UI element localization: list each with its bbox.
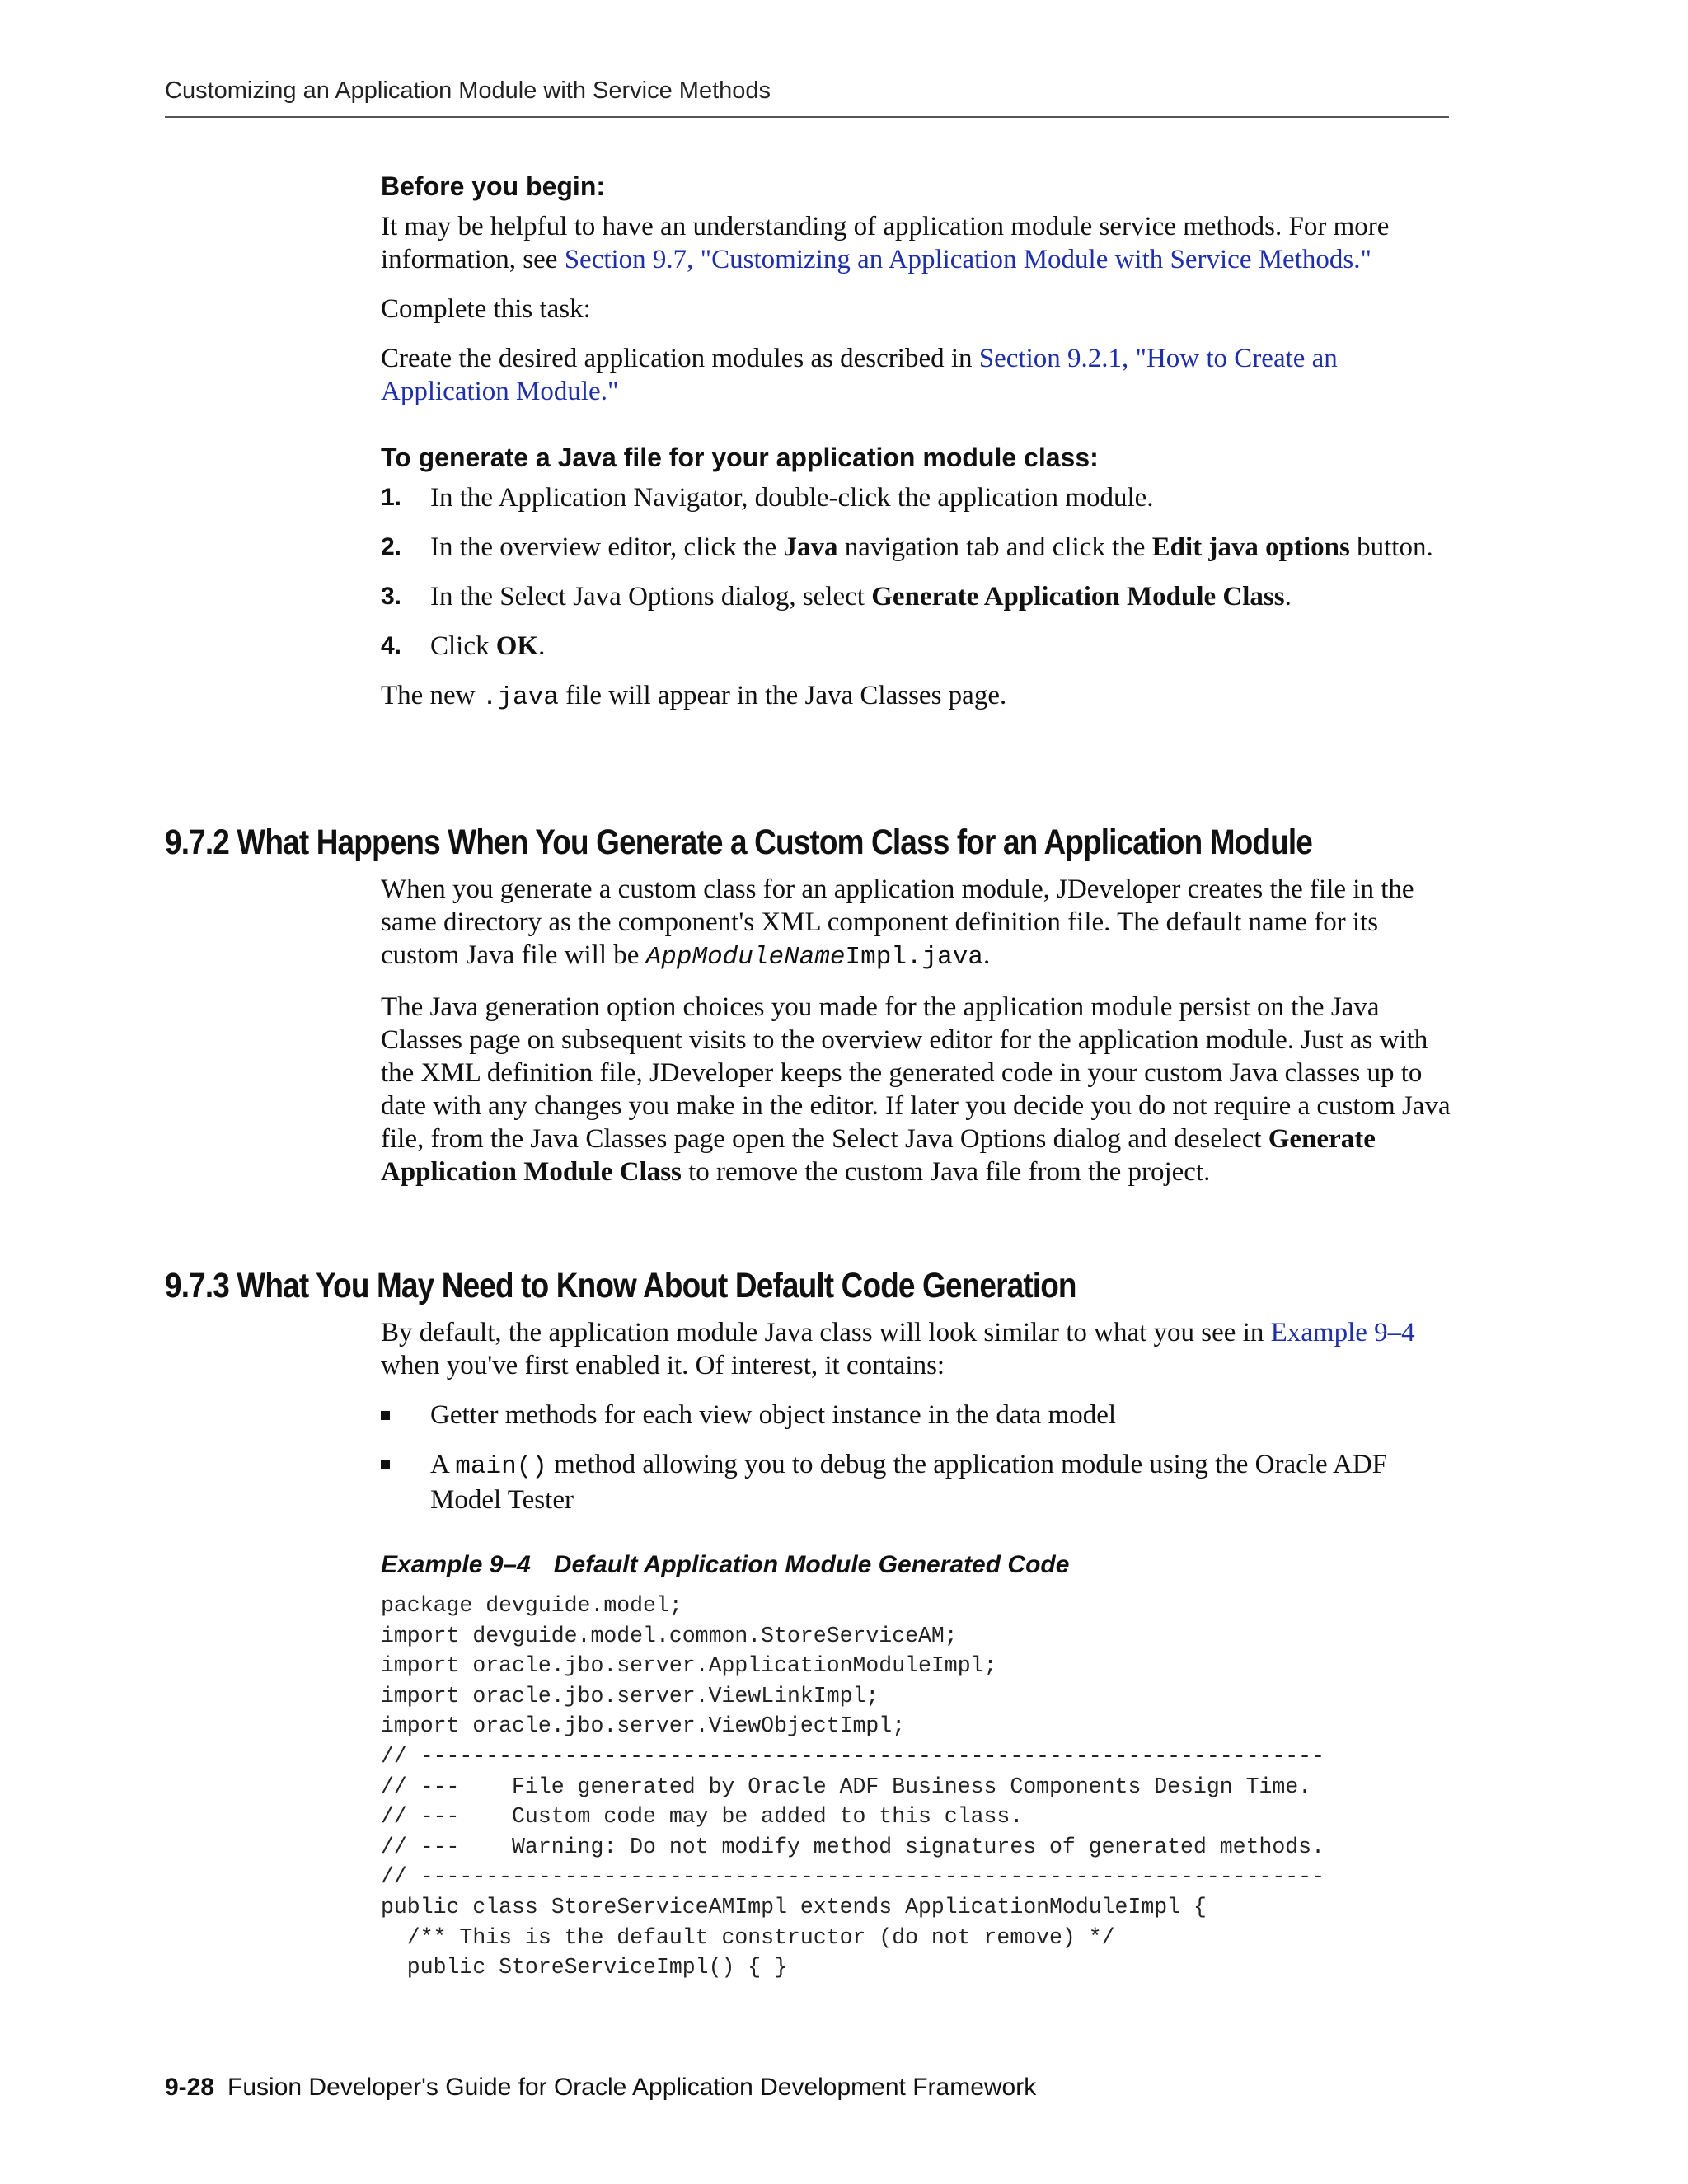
list-item-text: Getter methods for each view object instance in the data model (430, 1400, 1117, 1430)
step-number: 2. (381, 533, 402, 560)
procedure-steps (381, 481, 1452, 663)
code-block (381, 1591, 1452, 1983)
step-number: 4. (381, 632, 402, 659)
step-text: . (1284, 582, 1292, 612)
code-line: // --------------------------------------------------------------------- (381, 1743, 1325, 1769)
list-item-text: method allowing you to debug the application module using the Oracle ADF Model Tester (430, 1450, 1388, 1515)
before-you-begin-text: It may be helpful to have an understanding of application module service methods. For more information, see (381, 212, 1390, 274)
step-2 (381, 531, 1452, 564)
code-line: // --- Warning: Do not modify method signatures of generated methods. (381, 1834, 1325, 1859)
before-you-begin-heading: Before you begin: (381, 171, 606, 201)
example-title: Default Application Module Generated Code (553, 1551, 1070, 1578)
running-header-title: Customizing an Application Module with Service Methods (165, 77, 771, 104)
app-module-name-code: AppModuleName (645, 943, 846, 972)
section-9-7-2-paragraph-1 (381, 873, 1452, 974)
section-9-7-3 (165, 1266, 1451, 1983)
code-line: // --- Custom code may be added to this class. (381, 1804, 1024, 1830)
code-line: import oracle.jbo.server.ViewLinkImpl; (381, 1683, 879, 1708)
step-result (381, 679, 1452, 715)
section-9-7-2-paragraph-2 (381, 991, 1452, 1188)
code-line: package devguide.model; (381, 1593, 682, 1618)
paragraph-text: When you generate a custom class for an application module, JDeveloper creates the file in the same directory as the component's XML component definition file. The default name for its custom Java file will be (381, 874, 1414, 970)
code-line: import oracle.jbo.server.ApplicationModuleImpl; (381, 1653, 997, 1679)
step-3 (381, 580, 1452, 613)
impl-java-code: Impl.java (845, 943, 983, 972)
section-9-7-3-body (381, 1316, 1452, 1983)
ok-label: OK (495, 631, 539, 661)
task-paragraph (381, 342, 1452, 408)
running-header (165, 77, 1449, 118)
square-bullet-icon (381, 1460, 390, 1469)
task-text: Create the desired application modules as described in (381, 344, 979, 373)
before-you-begin-block (381, 171, 1452, 731)
section-9-7-3-heading: 9.7.3 What You May Need to Know About Default Code Generation (165, 1266, 1076, 1305)
list-item (381, 1448, 1452, 1516)
section-9-7-2 (165, 823, 1451, 1205)
list-item-text: A (430, 1450, 456, 1479)
code-line: // --------------------------------------------------------------------- (381, 1864, 1325, 1890)
result-text: file will appear in the Java Classes page. (558, 681, 1007, 710)
code-line: public class StoreServiceAMImpl extends ApplicationModuleImpl { (381, 1894, 1207, 1919)
result-text: The new (381, 681, 482, 710)
book-title: Fusion Developer's Guide for Oracle Application Development Framework (227, 2074, 1037, 2101)
page-number: 9-28 (165, 2074, 215, 2101)
java-extension-code: .java (481, 683, 559, 712)
step-number: 1. (381, 484, 402, 511)
paragraph-text: The Java generation option choices you made for the application module persist on the Java Classes page on subsequent visits to the overview editor for the application module. Just as with the XML definition file, JDeveloper keeps the generated code in your custom Java classes up to date with any changes you make in the editor. If later you decide you do not require a custom Java file, from the Java Classes page open the Select Java Options dialog and deselect (381, 992, 1451, 1154)
step-1 (381, 481, 1452, 514)
before-you-begin-paragraph (381, 210, 1452, 276)
step-text: In the Application Navigator, double-click the application module. (430, 483, 1154, 513)
paragraph-text: By default, the application module Java class will look similar to what you see in (381, 1318, 1271, 1347)
code-line: public StoreServiceImpl() { } (381, 1955, 787, 1980)
step-text: In the Select Java Options dialog, select (430, 582, 872, 612)
code-line: import devguide.model.common.StoreServiceAM; (381, 1623, 958, 1648)
step-number: 3. (381, 583, 402, 610)
paragraph-text: . (982, 940, 991, 970)
complete-task-label: Complete this task: (381, 294, 591, 324)
example-label: Example 9–4 (381, 1551, 531, 1578)
section-9-7-link[interactable]: Section 9.7, "Customizing an Application Module with Service Methods." (564, 245, 1372, 274)
edit-java-options-label: Edit java options (1151, 532, 1350, 562)
step-text: button. (1349, 532, 1433, 562)
step-text: . (538, 631, 546, 661)
step-text: navigation tab and click the (837, 532, 1152, 562)
java-tab-label: Java (783, 532, 838, 562)
code-line: /** This is the default constructor (do not remove) */ (381, 1924, 1115, 1950)
step-4 (381, 630, 1452, 663)
section-9-7-3-paragraph (381, 1316, 1452, 1382)
example-caption (381, 1551, 1452, 1579)
procedure-heading: To generate a Java file for your application module class: (381, 443, 1099, 472)
section-9-7-2-heading: 9.7.2 What Happens When You Generate a Custom Class for an Application Module (165, 823, 1312, 862)
paragraph-text: to remove the custom Java file from the project. (681, 1157, 1211, 1187)
example-9-4-link[interactable]: Example 9–4 (1270, 1318, 1415, 1347)
code-line: import oracle.jbo.server.ViewObjectImpl; (381, 1713, 906, 1739)
generate-am-class-label: Generate Application Module Class (381, 1124, 1376, 1187)
section-9-7-2-body (381, 873, 1452, 1188)
main-method-code: main() (455, 1452, 547, 1481)
generate-am-class-label: Generate Application Module Class (871, 582, 1285, 612)
contents-list (381, 1399, 1452, 1516)
list-item (381, 1399, 1452, 1432)
step-text: Click (430, 631, 496, 661)
paragraph-text: when you've first enabled it. Of interest, it contains: (381, 1351, 945, 1380)
code-line: // --- File generated by Oracle ADF Business Components Design Time. (381, 1774, 1312, 1799)
running-footer (165, 2074, 1036, 2102)
section-9-2-1-link[interactable]: Section 9.2.1, "How to Create an Application Module." (381, 344, 1338, 406)
square-bullet-icon (381, 1411, 390, 1420)
step-text: In the overview editor, click the (430, 532, 784, 562)
